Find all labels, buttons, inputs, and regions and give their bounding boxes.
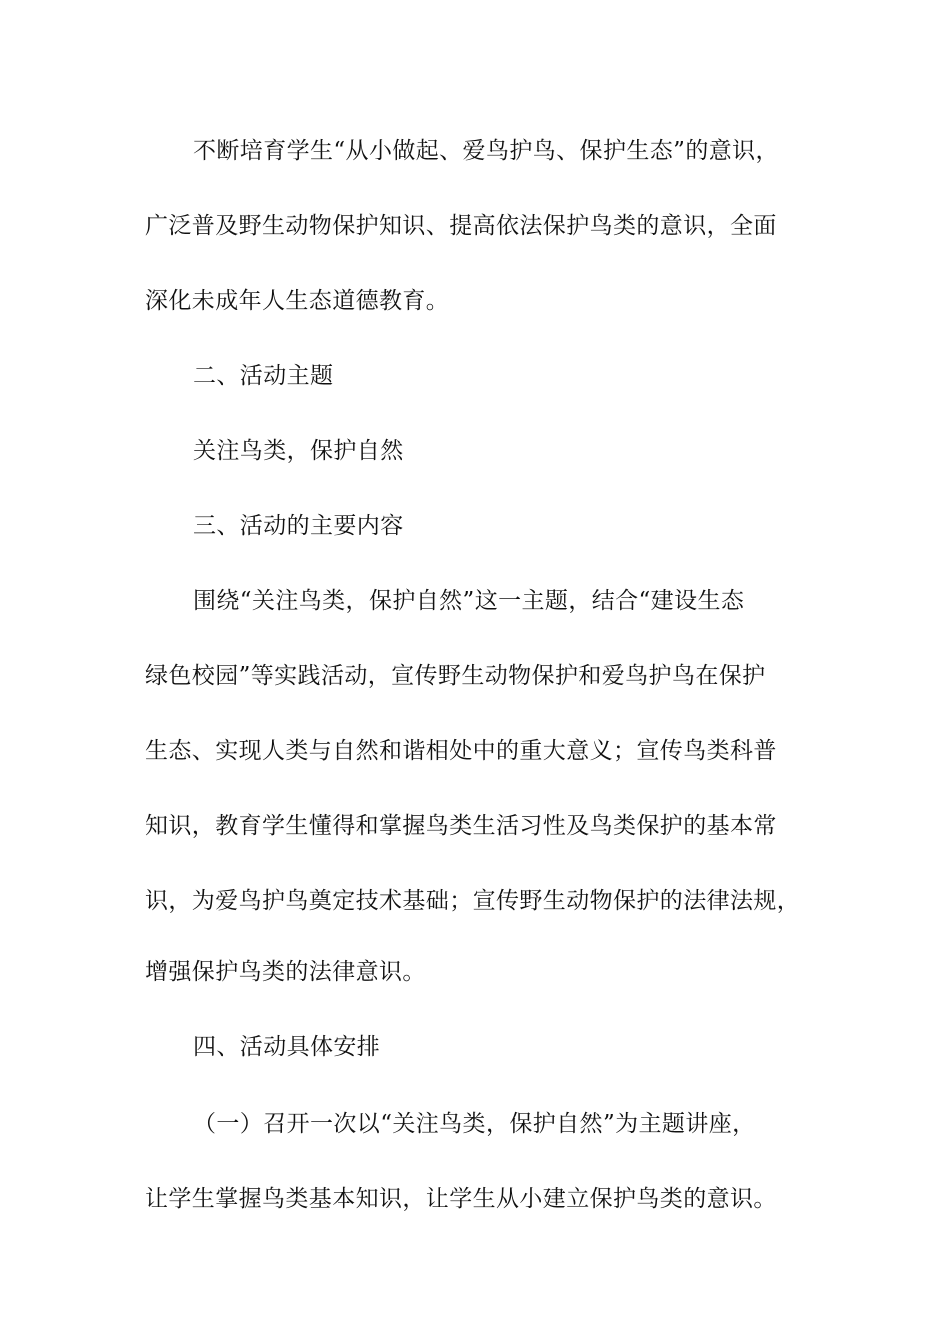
body-text-line: 绿色校园”等实践活动，宣传野生动物保护和爱鸟护鸟在保护	[145, 663, 766, 689]
body-text-line: 增强保护鸟类的法律意识。	[145, 959, 426, 985]
body-text-line: 识，为爱鸟护鸟奠定技术基础；宣传野生动物保护的法律法规，	[145, 888, 801, 914]
body-text-line: 知识，教育学生懂得和掌握鸟类生活习性及鸟类保护的基本常	[145, 813, 777, 839]
body-text-line: 围绕“关注鸟类，保护自然”这一主题，结合“建设生态	[193, 588, 745, 614]
body-text-line: 深化未成年人生态道德教育。	[145, 288, 450, 314]
body-text-line: 广泛普及野生动物保护知识、提高依法保护鸟类的意识，全面	[145, 213, 777, 239]
body-text-line: （一）召开一次以“关注鸟类，保护自然”为主题讲座，	[193, 1111, 756, 1137]
body-text-line: 生态、实现人类与自然和谐相处中的重大意义；宣传鸟类科普	[145, 738, 777, 764]
theme-text: 关注鸟类，保护自然	[193, 438, 404, 464]
body-text-line: 不断培育学生“从小做起、爱鸟护鸟、保护生态”的意识，	[193, 138, 779, 164]
section-heading: 四、活动具体安排	[193, 1034, 381, 1060]
body-text-line: 让学生掌握鸟类基本知识，让学生从小建立保护鸟类的意识。	[145, 1186, 777, 1212]
section-heading: 二、活动主题	[193, 363, 334, 389]
section-heading: 三、活动的主要内容	[193, 513, 404, 539]
